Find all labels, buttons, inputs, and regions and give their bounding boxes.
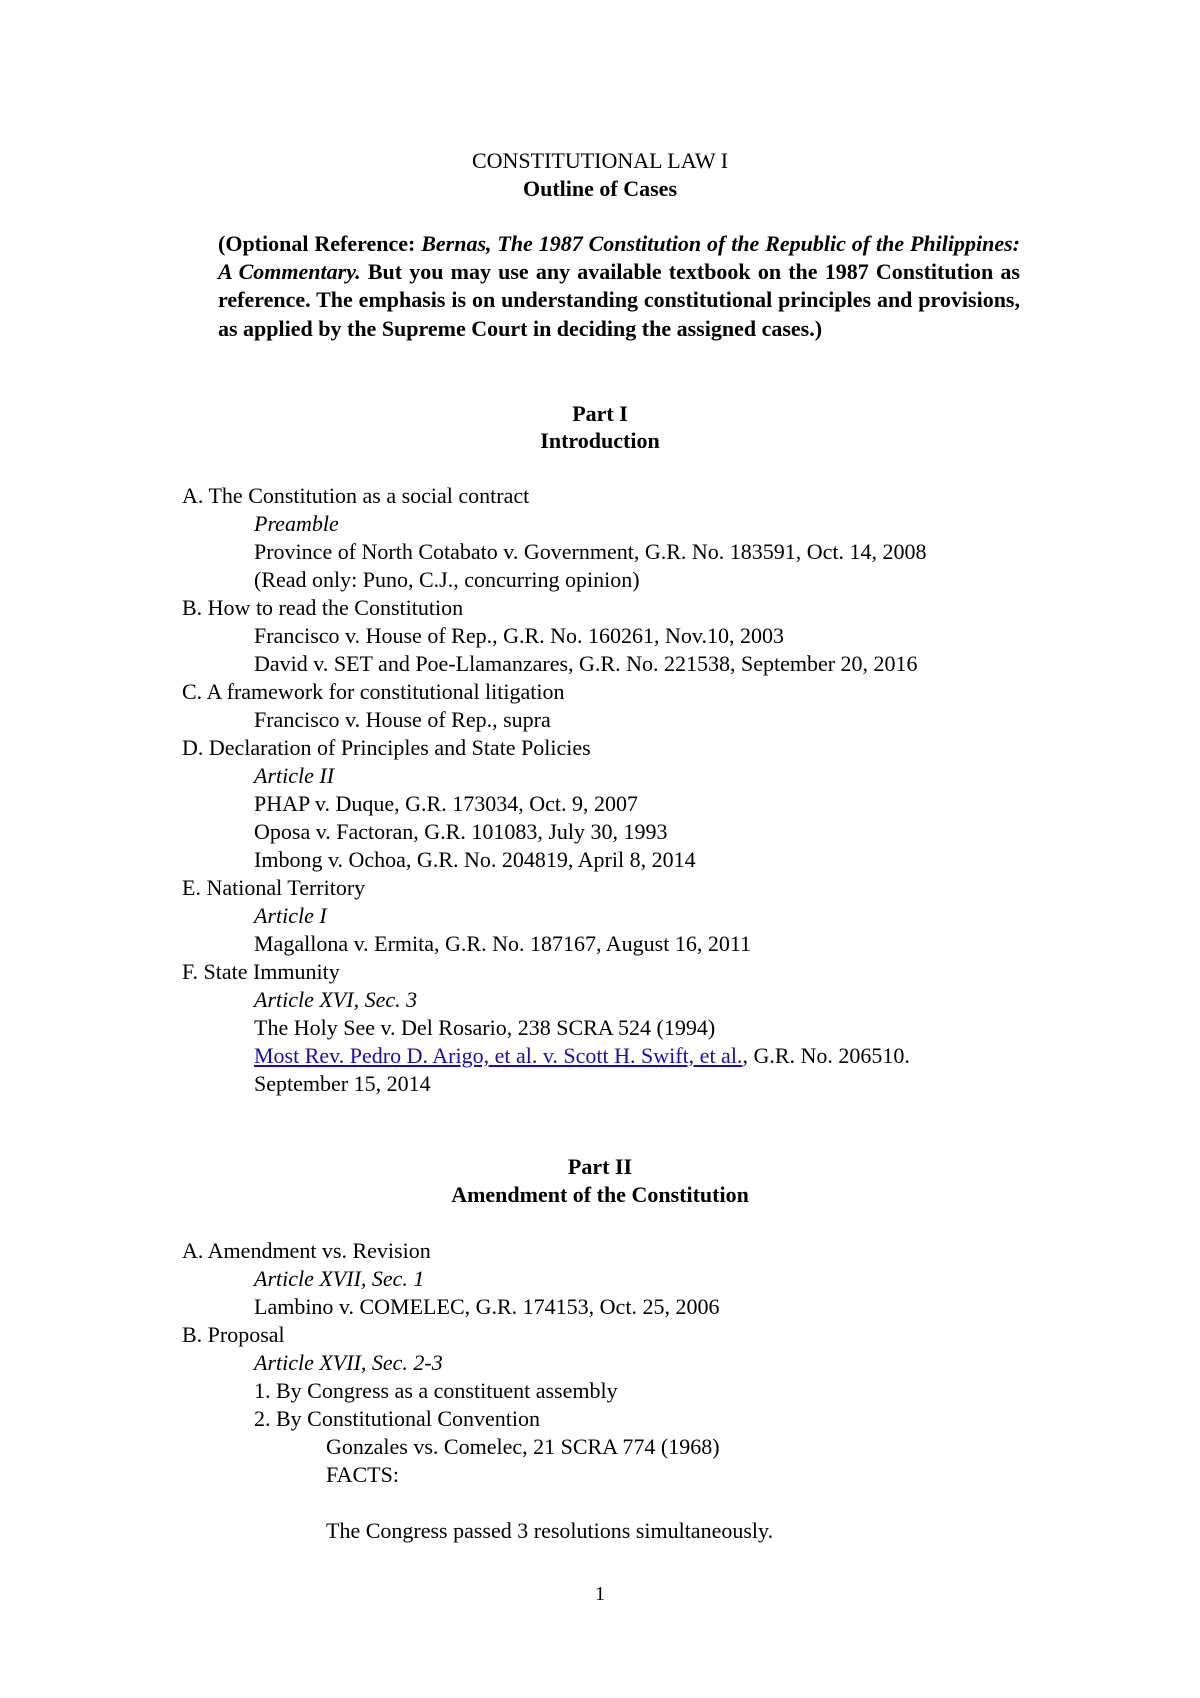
- section-f-article: Article XVI, Sec. 3: [254, 987, 418, 1012]
- p2-section-b-item: 2. By Constitutional Convention: [254, 1406, 541, 1431]
- section-a-article: Preamble: [254, 511, 339, 536]
- part1-heading: Part I: [572, 401, 628, 426]
- section-d-article: Article II: [254, 763, 335, 788]
- section-d-case: Imbong v. Ochoa, G.R. No. 204819, April 8, 2014: [254, 847, 696, 872]
- section-a-title: A. The Constitution as a social contract: [182, 483, 530, 508]
- section-d-case: Oposa v. Factoran, G.R. 101083, July 30, 1993: [254, 819, 668, 844]
- section-f-linked-case-date: September 15, 2014: [254, 1071, 431, 1096]
- section-b-case: Francisco v. House of Rep., G.R. No. 160261, Nov.10, 2003: [254, 623, 784, 648]
- section-d-title: D. Declaration of Principles and State Policies: [182, 735, 591, 760]
- document-title: CONSTITUTIONAL LAW I: [471, 148, 729, 173]
- arigo-case-citation: , G.R. No. 206510.: [742, 1043, 910, 1068]
- section-e-article: Article I: [254, 903, 327, 928]
- section-f-case: The Holy See v. Del Rosario, 238 SCRA 524 (1994): [254, 1015, 716, 1040]
- section-d-case: PHAP v. Duque, G.R. 173034, Oct. 9, 2007: [254, 791, 638, 816]
- reference-note: [218, 230, 1020, 343]
- section-e-title: E. National Territory: [182, 875, 366, 900]
- section-c-case: Francisco v. House of Rep., supra: [254, 707, 551, 732]
- section-c-title: C. A framework for constitutional litigation: [182, 679, 565, 704]
- p2-section-b-case: Gonzales vs. Comelec, 21 SCRA 774 (1968): [326, 1434, 720, 1459]
- p2-section-b-item: 1. By Congress as a constituent assembly: [254, 1378, 618, 1403]
- reference-suffix: But you may use any available textbook on the 1987 Constitution as reference. The emphasis is on understanding constitutional principles and provisions, as applied by the Supreme Court in deciding the assigned cases.): [218, 259, 1020, 341]
- section-f-title: F. State Immunity: [182, 959, 340, 984]
- reference-book-title: Bernas, The 1987 Constitution of the Republic of the Philippines: A Commentary.: [218, 231, 1020, 285]
- p2-section-b-article: Article XVII, Sec. 2-3: [254, 1350, 443, 1375]
- p2-section-a-case: Lambino v. COMELEC, G.R. 174153, Oct. 25, 2006: [254, 1294, 720, 1319]
- section-b-title: B. How to read the Constitution: [182, 595, 464, 620]
- section-b-case: David v. SET and Poe-Llamanzares, G.R. No. 221538, September 20, 2016: [254, 651, 918, 676]
- section-f-linked-case: [254, 1042, 910, 1070]
- part2-subheading: Amendment of the Constitution: [451, 1182, 749, 1207]
- page-number: 1: [595, 1583, 605, 1605]
- section-e-case: Magallona v. Ermita, G.R. No. 187167, August 16, 2011: [254, 931, 751, 956]
- p2-facts-label: FACTS:: [326, 1462, 399, 1487]
- reference-prefix: (Optional Reference:: [218, 231, 422, 256]
- arigo-case-link[interactable]: Most Rev. Pedro D. Arigo, et al. v. Scott H. Swift, et al.: [254, 1043, 743, 1068]
- document-subtitle: Outline of Cases: [523, 176, 677, 201]
- section-a-case: Province of North Cotabato v. Government, G.R. No. 183591, Oct. 14, 2008: [254, 539, 927, 564]
- part2-heading: Part II: [567, 1154, 633, 1179]
- section-a-case-note: (Read only: Puno, C.J., concurring opinion): [254, 567, 640, 592]
- p2-section-a-article: Article XVII, Sec. 1: [254, 1266, 425, 1291]
- part1-subheading: Introduction: [540, 428, 660, 453]
- p2-section-a-title: A. Amendment vs. Revision: [182, 1238, 431, 1263]
- p2-facts-text: The Congress passed 3 resolutions simultaneously.: [326, 1518, 774, 1543]
- p2-section-b-title: B. Proposal: [182, 1322, 285, 1347]
